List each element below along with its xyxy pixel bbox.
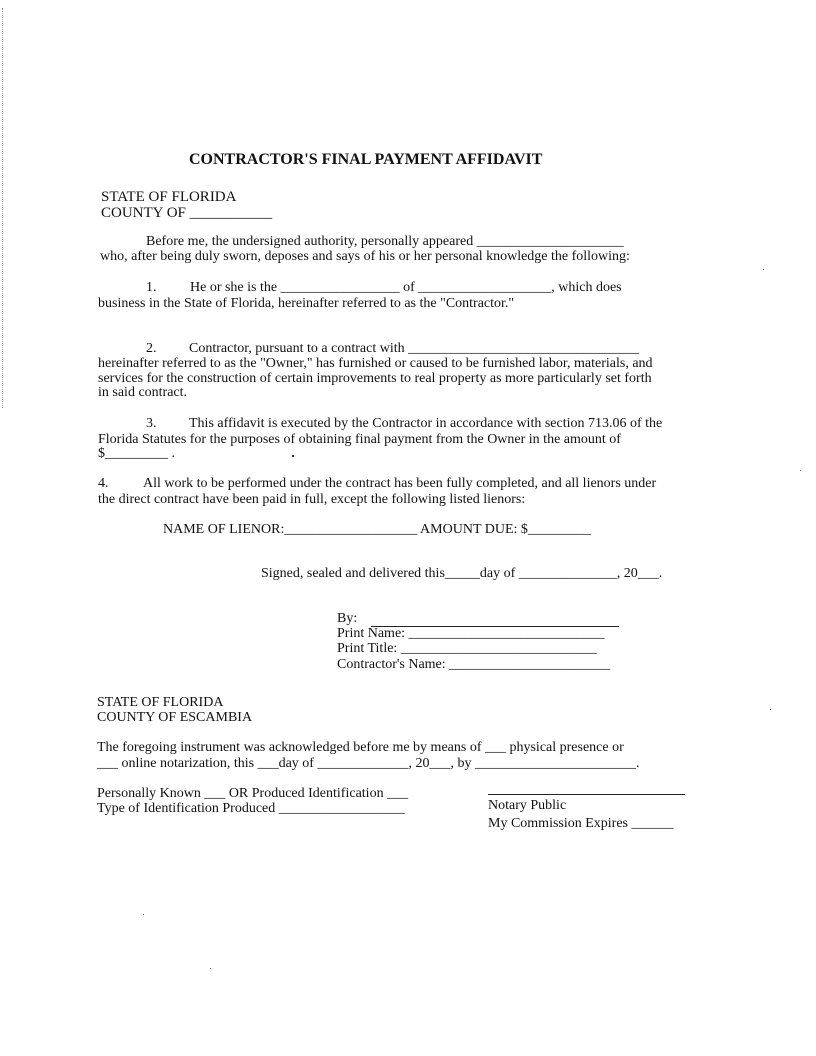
acknowledgment-line-2: ___ online notarization, this ___day of _____________, 20___, by _______________________. bbox=[97, 756, 640, 771]
identification-line-2: Type of Identification Produced __________________ bbox=[97, 801, 405, 816]
signature-print-name: Print Name: ____________________________ bbox=[337, 626, 605, 641]
para-3-line-3: $_________ . bbox=[98, 446, 175, 461]
signed-line: Signed, sealed and delivered this_____day of ______________, 20___. bbox=[261, 566, 663, 581]
venue-2-state: STATE OF FLORIDA bbox=[97, 695, 224, 710]
venue-state: STATE OF FLORIDA bbox=[101, 189, 237, 205]
para-1-number: 1. bbox=[146, 280, 157, 295]
para-4-line-2: the direct contract have been paid in full, except the following listed lienors: bbox=[98, 492, 526, 507]
scan-speck bbox=[770, 709, 771, 710]
identification-line-1: Personally Known ___ OR Produced Identification ___ bbox=[97, 786, 409, 801]
para-4-number: 4. bbox=[98, 476, 109, 491]
intro-line-1: Before me, the undersigned authority, personally appeared _____________________ bbox=[146, 234, 624, 249]
scan-speck bbox=[763, 269, 764, 270]
para-1-line-1: He or she is the _________________ of ___________________, which does bbox=[190, 280, 622, 295]
para-2-line-2: hereinafter referred to as the "Owner," has furnished or caused to be furnished labor, materials, and bbox=[98, 356, 653, 371]
notary-signature-line bbox=[488, 794, 685, 795]
para-2-number: 2. bbox=[146, 341, 157, 356]
para-2-line-1: Contractor, pursuant to a contract with _________________________________ bbox=[189, 341, 640, 356]
notary-public-label: Notary Public bbox=[488, 798, 567, 813]
para-3-line-2: Florida Statutes for the purposes of obtaining final payment from the Owner in the amount of bbox=[98, 432, 621, 447]
para-4-line-1: All work to be performed under the contract has been fully completed, and all lienors under bbox=[143, 476, 657, 491]
signature-by: By: bbox=[337, 611, 358, 626]
scan-speck bbox=[143, 914, 144, 915]
para-3-number: 3. bbox=[146, 416, 157, 431]
lienor-line: NAME OF LIENOR:___________________ AMOUNT DUE: $_________ bbox=[163, 522, 591, 537]
scan-speck bbox=[800, 470, 801, 471]
scan-speck bbox=[210, 968, 211, 969]
venue-2-county: COUNTY OF ESCAMBIA bbox=[97, 710, 253, 725]
para-3-line-1: This affidavit is executed by the Contractor in accordance with section 713.06 of the bbox=[189, 416, 663, 431]
signature-print-title: Print Title: ____________________________ bbox=[337, 641, 597, 656]
signature-contractor-name: Contractor's Name: _______________________ bbox=[337, 657, 611, 672]
acknowledgment-line-1: The foregoing instrument was acknowledged before me by means of ___ physical presence or bbox=[97, 740, 624, 755]
document-title: CONTRACTOR'S FINAL PAYMENT AFFIDAVIT bbox=[189, 151, 543, 168]
notary-commission: My Commission Expires ______ bbox=[488, 816, 674, 831]
para-2-line-4: in said contract. bbox=[98, 385, 188, 400]
stray-mark bbox=[292, 455, 294, 457]
venue-county: COUNTY OF ___________ bbox=[101, 205, 273, 221]
para-1-line-2: business in the State of Florida, hereinafter referred to as the "Contractor." bbox=[98, 296, 515, 311]
para-2-line-3: services for the construction of certain improvements to real property as more particularly set forth bbox=[98, 371, 652, 386]
left-margin-artifact bbox=[2, 8, 3, 408]
intro-line-2: who, after being duly sworn, deposes and says of his or her personal knowledge the following: bbox=[100, 249, 630, 264]
